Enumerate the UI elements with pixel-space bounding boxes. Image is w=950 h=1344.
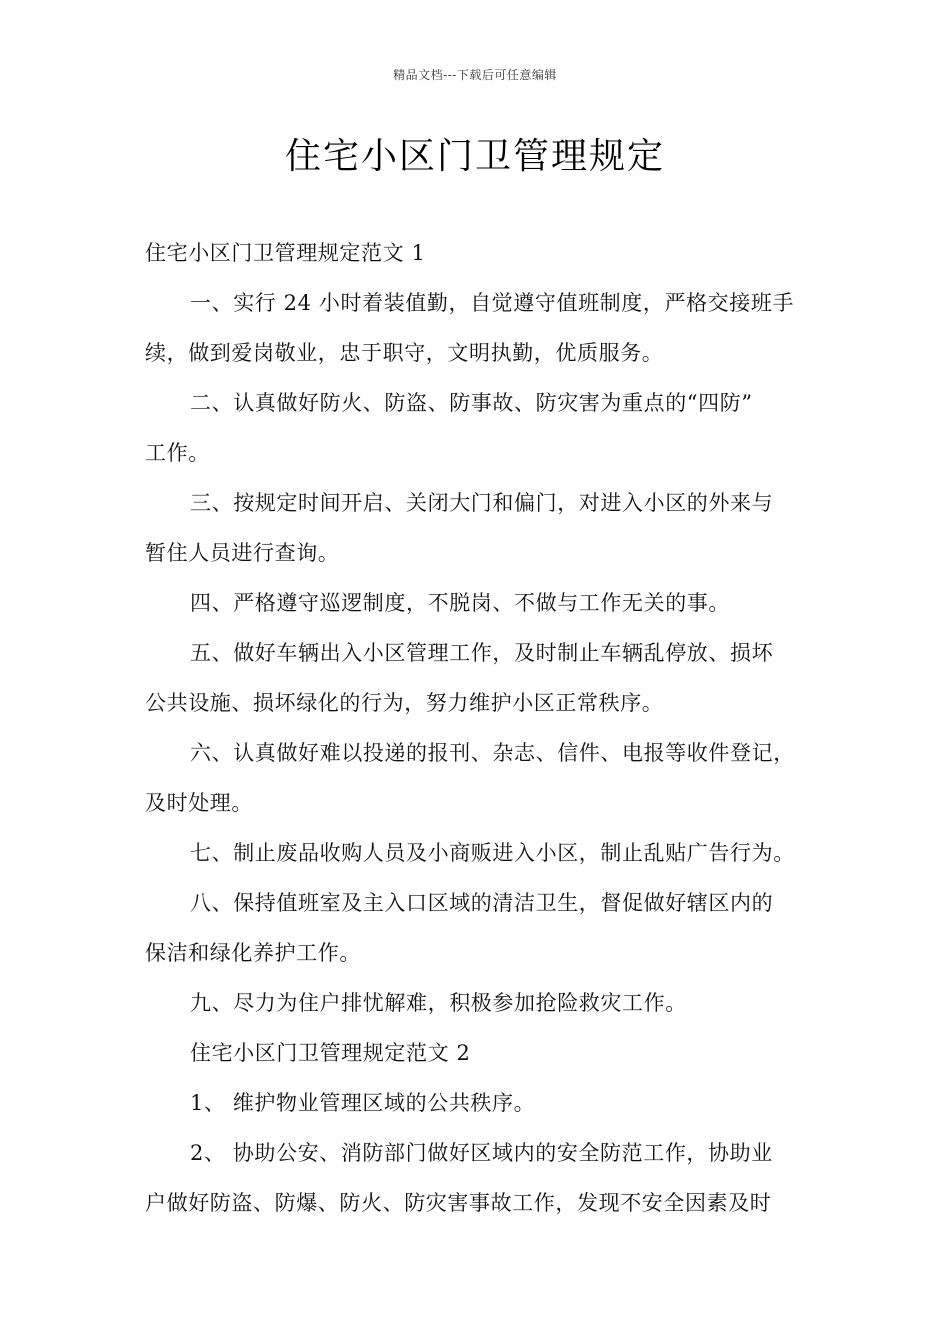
text-line: 二、认真做好防火、防盗、防事故、防灾害为重点的“四防”: [190, 391, 753, 415]
text-line: 四、严格遵守巡逻制度，不脱岗、不做与工作无关的事。: [190, 591, 730, 615]
text-line: 五、做好车辆出入小区管理工作，及时制止车辆乱停放、损坏: [190, 641, 774, 665]
text-line: 九、尽力为住户排忧解难，积极参加抢险救灾工作。: [190, 991, 687, 1015]
text-line: 1、 维护物业管理区域的公共秩序。: [190, 1091, 536, 1115]
text-line: 工作。: [145, 441, 210, 465]
header-note: 精品文档---下载后可任意编辑: [393, 68, 557, 82]
text-line: 八、保持值班室及主入口区域的清洁卫生，督促做好辖区内的: [190, 891, 774, 915]
document-body: [145, 228, 817, 1228]
text-line: 三、按规定时间开启、关闭大门和偏门，对进入小区的外来与: [190, 491, 774, 515]
text-line: 续，做到爱岗敬业，忠于职守，文明执勤，优质服务。: [145, 341, 664, 365]
text-line: 住宅小区门卫管理规定范文 2: [190, 1041, 471, 1065]
text-line: 七、制止废品收购人员及小商贩进入小区，制止乱贴广告行为。: [190, 841, 795, 865]
text-line: 保洁和绿化养护工作。: [145, 941, 361, 965]
text-line: 住宅小区门卫管理规定范文 1: [145, 241, 426, 265]
text-line: 2、 协助公安、消防部门做好区域内的安全防范工作，协助业: [190, 1141, 773, 1165]
text-line: 公共设施、损坏绿化的行为，努力维护小区正常秩序。: [145, 691, 664, 715]
text-line: 一、实行 24 小时着装值勤，自觉遵守值班制度，严格交接班手: [190, 291, 795, 315]
text-line: 及时处理。: [145, 791, 253, 815]
text-line: 户做好防盗、防爆、防火、防灾害事故工作，发现不安全因素及时: [145, 1191, 772, 1215]
document-title: 住宅小区门卫管理规定: [284, 136, 665, 177]
text-line: 暂住人员进行查询。: [145, 541, 340, 565]
text-line: 六、认真做好难以投递的报刊、杂志、信件、电报等收件登记，: [190, 741, 795, 765]
